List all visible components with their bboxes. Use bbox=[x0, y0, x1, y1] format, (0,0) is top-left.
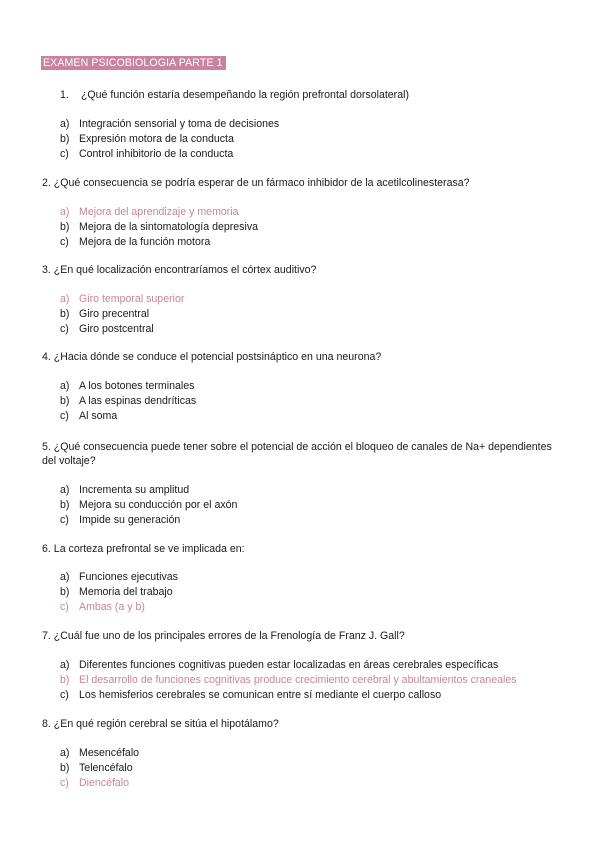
question-number: 5. bbox=[42, 441, 51, 453]
option-b: b) Mejora su conducción por el axón bbox=[60, 499, 238, 511]
question-8 bbox=[42, 717, 562, 731]
options-4 bbox=[60, 379, 196, 424]
question-4 bbox=[42, 350, 562, 364]
question-1 bbox=[60, 88, 580, 102]
option-c-highlighted: c) Diencéfalo bbox=[60, 777, 130, 789]
question-text: ¿Hacia dónde se conduce el potencial postsináptico en una neurona? bbox=[53, 351, 382, 363]
options-6 bbox=[60, 570, 178, 615]
option-b: b) Mejora de la sintomatología depresiva bbox=[60, 221, 259, 233]
option-b: b) Expresión motora de la conducta bbox=[60, 133, 234, 145]
option-b-highlighted: b) El desarrollo de funciones cognitivas produce crecimiento cerebral y abultamientos craneales bbox=[60, 674, 517, 686]
option-b: b) Telencéfalo bbox=[60, 762, 133, 774]
option-c: c) Los hemisferios cerebrales se comunican entre sí mediante el cuerpo calloso bbox=[60, 689, 442, 701]
option-a-highlighted: a) Giro temporal superior bbox=[60, 293, 185, 305]
option-a: a) Incrementa su amplitud bbox=[60, 484, 190, 496]
options-7 bbox=[60, 658, 517, 703]
question-2 bbox=[42, 176, 562, 190]
question-text: ¿Qué consecuencia puede tener sobre el potencial de acción el bloqueo de canales de Na+ dependientes del voltaje? bbox=[42, 441, 552, 467]
options-3 bbox=[60, 292, 184, 337]
option-c: c) Control inhibitorio de la conducta bbox=[60, 148, 234, 160]
question-text: ¿En qué región cerebral se sitúa el hipotálamo? bbox=[53, 718, 279, 730]
question-number: 1. bbox=[60, 89, 69, 101]
question-text: ¿En qué localización encontraríamos el córtex auditivo? bbox=[53, 264, 317, 276]
question-text: ¿Qué función estaría desempeñando la región prefrontal dorsolateral) bbox=[80, 89, 409, 101]
document-title: EXAMEN PSICOBIOLOGIA PARTE 1 bbox=[41, 56, 226, 70]
question-number: 7. bbox=[42, 630, 51, 642]
question-text: La corteza prefrontal se ve implicada en: bbox=[53, 543, 245, 555]
question-number: 4. bbox=[42, 351, 51, 363]
option-c-highlighted: c) Ambas (a y b) bbox=[60, 601, 145, 613]
option-a: a) Mesencéfalo bbox=[60, 747, 140, 759]
option-a: a) Diferentes funciones cognitivas pueden estar localizadas en áreas cerebrales específicas bbox=[60, 659, 499, 671]
option-a-highlighted: a) Mejora del aprendizaje y memoria bbox=[60, 206, 239, 218]
question-number: 6. bbox=[42, 543, 51, 555]
option-c: c) Giro postcentral bbox=[60, 323, 154, 335]
question-number: 8. bbox=[42, 718, 51, 730]
options-8 bbox=[60, 746, 139, 791]
question-text: ¿Qué consecuencia se podría esperar de un fármaco inhibidor de la acetilcolinesterasa? bbox=[53, 177, 470, 189]
option-c: c) Impide su generación bbox=[60, 514, 181, 526]
options-1 bbox=[60, 117, 279, 162]
option-c: c) Mejora de la función motora bbox=[60, 236, 211, 248]
option-b: b) A las espinas dendríticas bbox=[60, 395, 197, 407]
question-3 bbox=[42, 263, 562, 277]
option-b: b) Memoria del trabajo bbox=[60, 586, 173, 598]
question-7 bbox=[42, 629, 562, 643]
question-5 bbox=[42, 440, 562, 468]
question-6 bbox=[42, 542, 562, 556]
option-a: a) A los botones terminales bbox=[60, 380, 195, 392]
options-2 bbox=[60, 205, 258, 250]
question-text: ¿Cuál fue uno de los principales errores de la Frenología de Franz J. Gall? bbox=[53, 630, 405, 642]
option-b: b) Giro precentral bbox=[60, 308, 150, 320]
option-c: c) Al soma bbox=[60, 410, 118, 422]
options-5 bbox=[60, 483, 237, 528]
question-number: 2. bbox=[42, 177, 51, 189]
option-a: a) Integración sensorial y toma de decisiones bbox=[60, 118, 280, 130]
option-a: a) Funciones ejecutivas bbox=[60, 571, 178, 583]
question-number: 3. bbox=[42, 264, 51, 276]
